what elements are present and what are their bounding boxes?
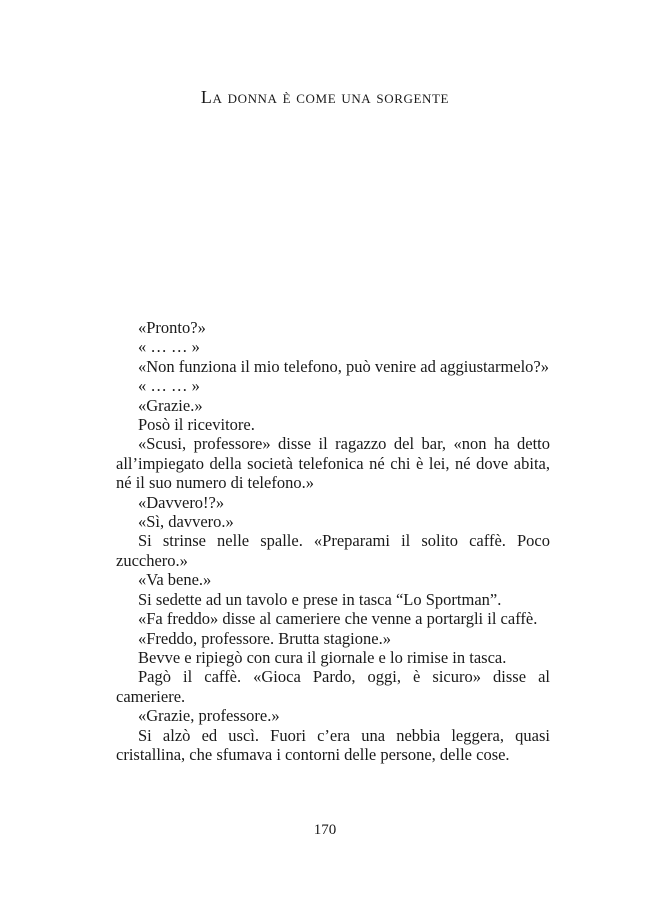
paragraph: Si sedette ad un tavolo e prese in tasca “Lo Sportman”.	[138, 589, 502, 609]
chapter-title: La donna è come una sorgente	[200, 87, 450, 107]
paragraph: «Fa freddo» disse al cameriere che venne a portargli il caffè.	[138, 609, 538, 629]
paragraph: Pagò il caffè. «Gioca Pardo, oggi, è sicuro» disse al cameriere.	[116, 667, 550, 706]
paragraph: «Sì, davvero.»	[138, 512, 234, 532]
paragraph: «Scusi, professore» disse il ragazzo del bar, «non ha detto all’impiegato della società telefonica né chi è lei, né dove abita, né il suo numero di telefono.»	[116, 434, 550, 493]
paragraph: Posò il ricevitore.	[138, 415, 255, 435]
paragraph: «Grazie.»	[138, 395, 203, 415]
paragraph: «Va bene.»	[138, 570, 212, 590]
paragraph: Bevve e ripiegò con cura il giornale e lo rimise in tasca.	[138, 647, 507, 667]
paragraph: Si strinse nelle spalle. «Preparami il solito caffè. Poco zucchero.»	[116, 531, 550, 570]
paragraph: « … … »	[138, 337, 200, 357]
body-text	[116, 318, 550, 764]
paragraph: «Pronto?»	[138, 318, 206, 337]
paragraph: «Non funziona il mio telefono, può venire ad aggiustarmelo?»	[138, 356, 550, 376]
paragraph: «Davvero!?»	[138, 492, 225, 512]
paragraph: «Grazie, professore.»	[138, 706, 280, 726]
page-number: 170	[313, 822, 337, 838]
paragraph: «Freddo, professore. Brutta stagione.»	[138, 628, 391, 648]
paragraph: « … … »	[138, 376, 200, 396]
paragraph: Si alzò ed uscì. Fuori c’era una nebbia leggera, quasi cristallina, che sfumava i contorni delle persone, delle cose.	[116, 725, 550, 764]
